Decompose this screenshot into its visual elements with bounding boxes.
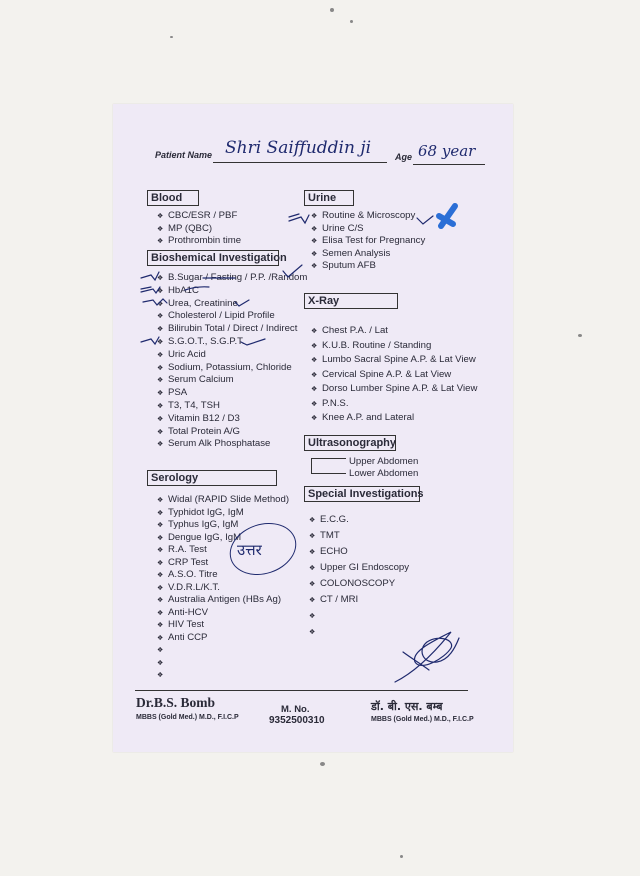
doctor-name-en: Dr.B.S. Bomb (136, 695, 216, 710)
list-item: ❖ S.G.O.T., S.G.P.T. (157, 336, 307, 349)
list-item: ❖ Sputum AFB (311, 260, 425, 273)
section-title-ultrasonography: Ultrasonography (304, 435, 396, 451)
bullet-diamond-icon: ❖ (157, 634, 164, 642)
check-mark-icon (141, 287, 160, 293)
list-item: ❖ R.A. Test (157, 544, 289, 557)
bullet-diamond-icon: ❖ (157, 672, 164, 679)
bullet-diamond-icon: ❖ (311, 213, 318, 220)
scan-speck (330, 8, 334, 12)
list-item: ❖ HbA1C (157, 285, 307, 298)
list-item: ❖ E.C.G. (309, 512, 409, 528)
section-title-xray: X-Ray (304, 293, 398, 309)
bullet-diamond-icon: ❖ (309, 581, 316, 588)
bullet-diamond-icon: ❖ (157, 213, 164, 220)
usg-lower-abdomen: Lower Abdomen (349, 468, 419, 479)
list-item: ❖ Dorso Lumber Spine A.P. & Lat View (311, 382, 477, 397)
bullet-diamond-icon: ❖ (157, 377, 164, 385)
mobile-number: 9352500310 (269, 715, 325, 726)
list-item: ❖ Serum Alk Phosphatase (157, 438, 307, 451)
check-mark-icon (185, 287, 209, 290)
scan-speck (400, 855, 403, 858)
list-item: ❖ ECHO (309, 544, 409, 560)
list-item: ❖ Cholesterol / Lipid Profile (157, 310, 307, 323)
bullet-diamond-icon: ❖ (157, 338, 164, 346)
bullet-diamond-icon: ❖ (157, 351, 164, 359)
list-item: ❖ Typhidot IgG, IgM (157, 507, 289, 520)
list-item: ❖ HIV Test (157, 619, 289, 632)
section-title-special: Special Investigations (304, 486, 420, 502)
check-mark-icon (141, 337, 159, 344)
bullet-diamond-icon: ❖ (311, 371, 318, 379)
bullet-diamond-icon: ❖ (157, 647, 164, 654)
scan-speck (170, 36, 173, 38)
section-title-urine: Urine (304, 190, 354, 206)
bullet-diamond-icon: ❖ (157, 597, 164, 604)
bullet-diamond-icon: ❖ (309, 517, 316, 524)
check-mark-icon (289, 214, 309, 223)
bullet-diamond-icon: ❖ (311, 386, 318, 393)
bullet-diamond-icon: ❖ (311, 342, 318, 350)
mobile-label: M. No. (281, 704, 310, 715)
bullet-diamond-icon: ❖ (157, 622, 164, 629)
list-item: ❖ Widal (RAPID Slide Method) (157, 494, 289, 507)
bullet-diamond-icon: ❖ (157, 313, 164, 321)
list-item: ❖ Routine & Microscopy (311, 210, 425, 223)
list-item: ❖ B.Sugar / Fasting / P.P. /Random (157, 272, 307, 285)
check-mark-icon (143, 299, 167, 305)
scan-speck (320, 762, 325, 766)
scan-speck (578, 334, 582, 337)
bullet-diamond-icon: ❖ (157, 559, 164, 567)
patient-name-value: Shri Saiffuddin ji (225, 138, 372, 158)
age-value: 68 year (418, 142, 476, 160)
bullet-diamond-icon: ❖ (157, 547, 164, 554)
prescription-sheet (113, 104, 513, 752)
list-item: ❖ Anti CCP (157, 632, 289, 645)
ink-overlay (113, 104, 513, 752)
bullet-diamond-icon: ❖ (309, 629, 316, 636)
handwritten-note: उत्तर (237, 541, 262, 559)
bullet-diamond-icon: ❖ (309, 533, 316, 540)
list-item: ❖ Typhus IgG, IgM (157, 519, 289, 532)
age-label: Age (395, 152, 413, 162)
bullet-diamond-icon: ❖ (157, 441, 164, 449)
bullet-diamond-icon: ❖ (157, 659, 164, 667)
bullet-diamond-icon: ❖ (309, 613, 316, 620)
list-item: ❖ Sodium, Potassium, Chloride (157, 362, 307, 375)
bullet-diamond-icon: ❖ (157, 275, 164, 282)
list-item: ❖ Australia Antigen (HBs Ag) (157, 594, 289, 607)
list-item: ❖ P.N.S. (311, 397, 477, 412)
list-item: ❖ Bilirubin Total / Direct / Indirect (157, 323, 307, 336)
blue-ink-mark (439, 206, 455, 226)
check-mark-icon (283, 265, 302, 277)
bullet-diamond-icon: ❖ (309, 597, 316, 604)
bullet-diamond-icon: ❖ (311, 238, 318, 246)
list-item: ❖ Total Protein A/G (157, 426, 307, 439)
bullet-diamond-icon: ❖ (157, 609, 164, 617)
bullet-diamond-icon: ❖ (157, 572, 164, 579)
list-item: ❖ Elisa Test for Pregnancy (311, 235, 425, 248)
bullet-diamond-icon: ❖ (309, 549, 316, 556)
signature-scribble-icon (395, 632, 459, 682)
bullet-diamond-icon: ❖ (157, 402, 164, 410)
doctor-qualification-hi: MBBS (Gold Med.) M.D., F.I.C.P (371, 716, 474, 723)
section-title-blood: Blood (147, 190, 199, 206)
list-item: ❖ Knee A.P. and Lateral (311, 411, 477, 426)
list-item: ❖ TMT (309, 528, 409, 544)
doctor-qualification-en: MBBS (Gold Med.) M.D., F.I.C.P (136, 714, 239, 721)
list-item: ❖ CRP Test (157, 557, 289, 570)
bullet-diamond-icon: ❖ (157, 428, 164, 436)
list-item: ❖ CBC/ESR / PBF (157, 210, 241, 223)
bullet-diamond-icon: ❖ (311, 400, 318, 408)
list-item: ❖ Serum Calcium (157, 374, 307, 387)
list-item: ❖ Urine C/S (311, 223, 425, 236)
bullet-diamond-icon: ❖ (157, 534, 164, 542)
bullet-diamond-icon: ❖ (157, 415, 164, 423)
list-item: ❖ Vitamin B12 / D3 (157, 413, 307, 426)
list-item: ❖ Dengue IgG, IgM (157, 532, 289, 545)
patient-name-label: Patient Name (155, 150, 213, 160)
list-item: ❖ Upper GI Endoscopy (309, 560, 409, 576)
bullet-diamond-icon: ❖ (157, 509, 164, 517)
list-item: ❖ A.S.O. Titre (157, 569, 289, 582)
scan-speck (350, 20, 353, 23)
list-item: ❖ Chest P.A. / Lat (311, 324, 477, 339)
bullet-diamond-icon: ❖ (311, 263, 318, 271)
bullet-diamond-icon: ❖ (157, 287, 164, 295)
bullet-diamond-icon: ❖ (157, 497, 164, 504)
check-mark-icon (417, 216, 433, 224)
bullet-diamond-icon: ❖ (157, 364, 164, 372)
list-item: ❖ T3, T4, TSH (157, 400, 307, 413)
list-item: ❖ V.D.R.L/K.T. (157, 582, 289, 595)
usg-upper-abdomen: Upper Abdomen (349, 456, 419, 467)
section-title-biochemical: Bioshemical Investigation (147, 250, 279, 266)
check-mark-icon (141, 272, 159, 280)
bullet-diamond-icon: ❖ (157, 225, 164, 233)
list-item: ❖ Prothrombin time (157, 235, 241, 248)
bullet-diamond-icon: ❖ (309, 565, 316, 572)
list-item: ❖ Semen Analysis (311, 248, 425, 261)
list-item: ❖ MP (QBC) (157, 223, 241, 236)
bullet-diamond-icon: ❖ (157, 584, 164, 592)
bullet-diamond-icon: ❖ (311, 225, 318, 233)
bullet-diamond-icon: ❖ (157, 390, 164, 398)
bullet-diamond-icon: ❖ (157, 522, 164, 529)
list-item: ❖ Cervical Spine A.P. & Lat View (311, 368, 477, 383)
check-mark-icon (235, 300, 249, 306)
list-item: ❖ K.U.B. Routine / Standing (311, 339, 477, 354)
list-item: ❖ CT / MRI (309, 592, 409, 608)
bullet-diamond-icon: ❖ (157, 300, 164, 308)
bullet-diamond-icon: ❖ (157, 326, 164, 334)
section-title-serology: Serology (147, 470, 277, 486)
list-item: ❖ Urea, Creatinine (157, 298, 307, 311)
check-mark-icon (241, 339, 265, 345)
list-item: ❖ Uric Acid (157, 349, 307, 362)
bullet-diamond-icon: ❖ (311, 415, 318, 422)
doctor-name-hi: डॉ. बी. एस. बम्ब (371, 700, 443, 713)
bullet-diamond-icon: ❖ (311, 328, 318, 335)
bullet-diamond-icon: ❖ (157, 238, 164, 246)
list-item: ❖ COLONOSCOPY (309, 576, 409, 592)
bullet-diamond-icon: ❖ (311, 357, 318, 364)
list-item: ❖ PSA (157, 387, 307, 400)
bullet-diamond-icon: ❖ (311, 250, 318, 258)
list-item: ❖ Anti-HCV (157, 607, 289, 620)
list-item: ❖ Lumbo Sacral Spine A.P. & Lat View (311, 353, 477, 368)
